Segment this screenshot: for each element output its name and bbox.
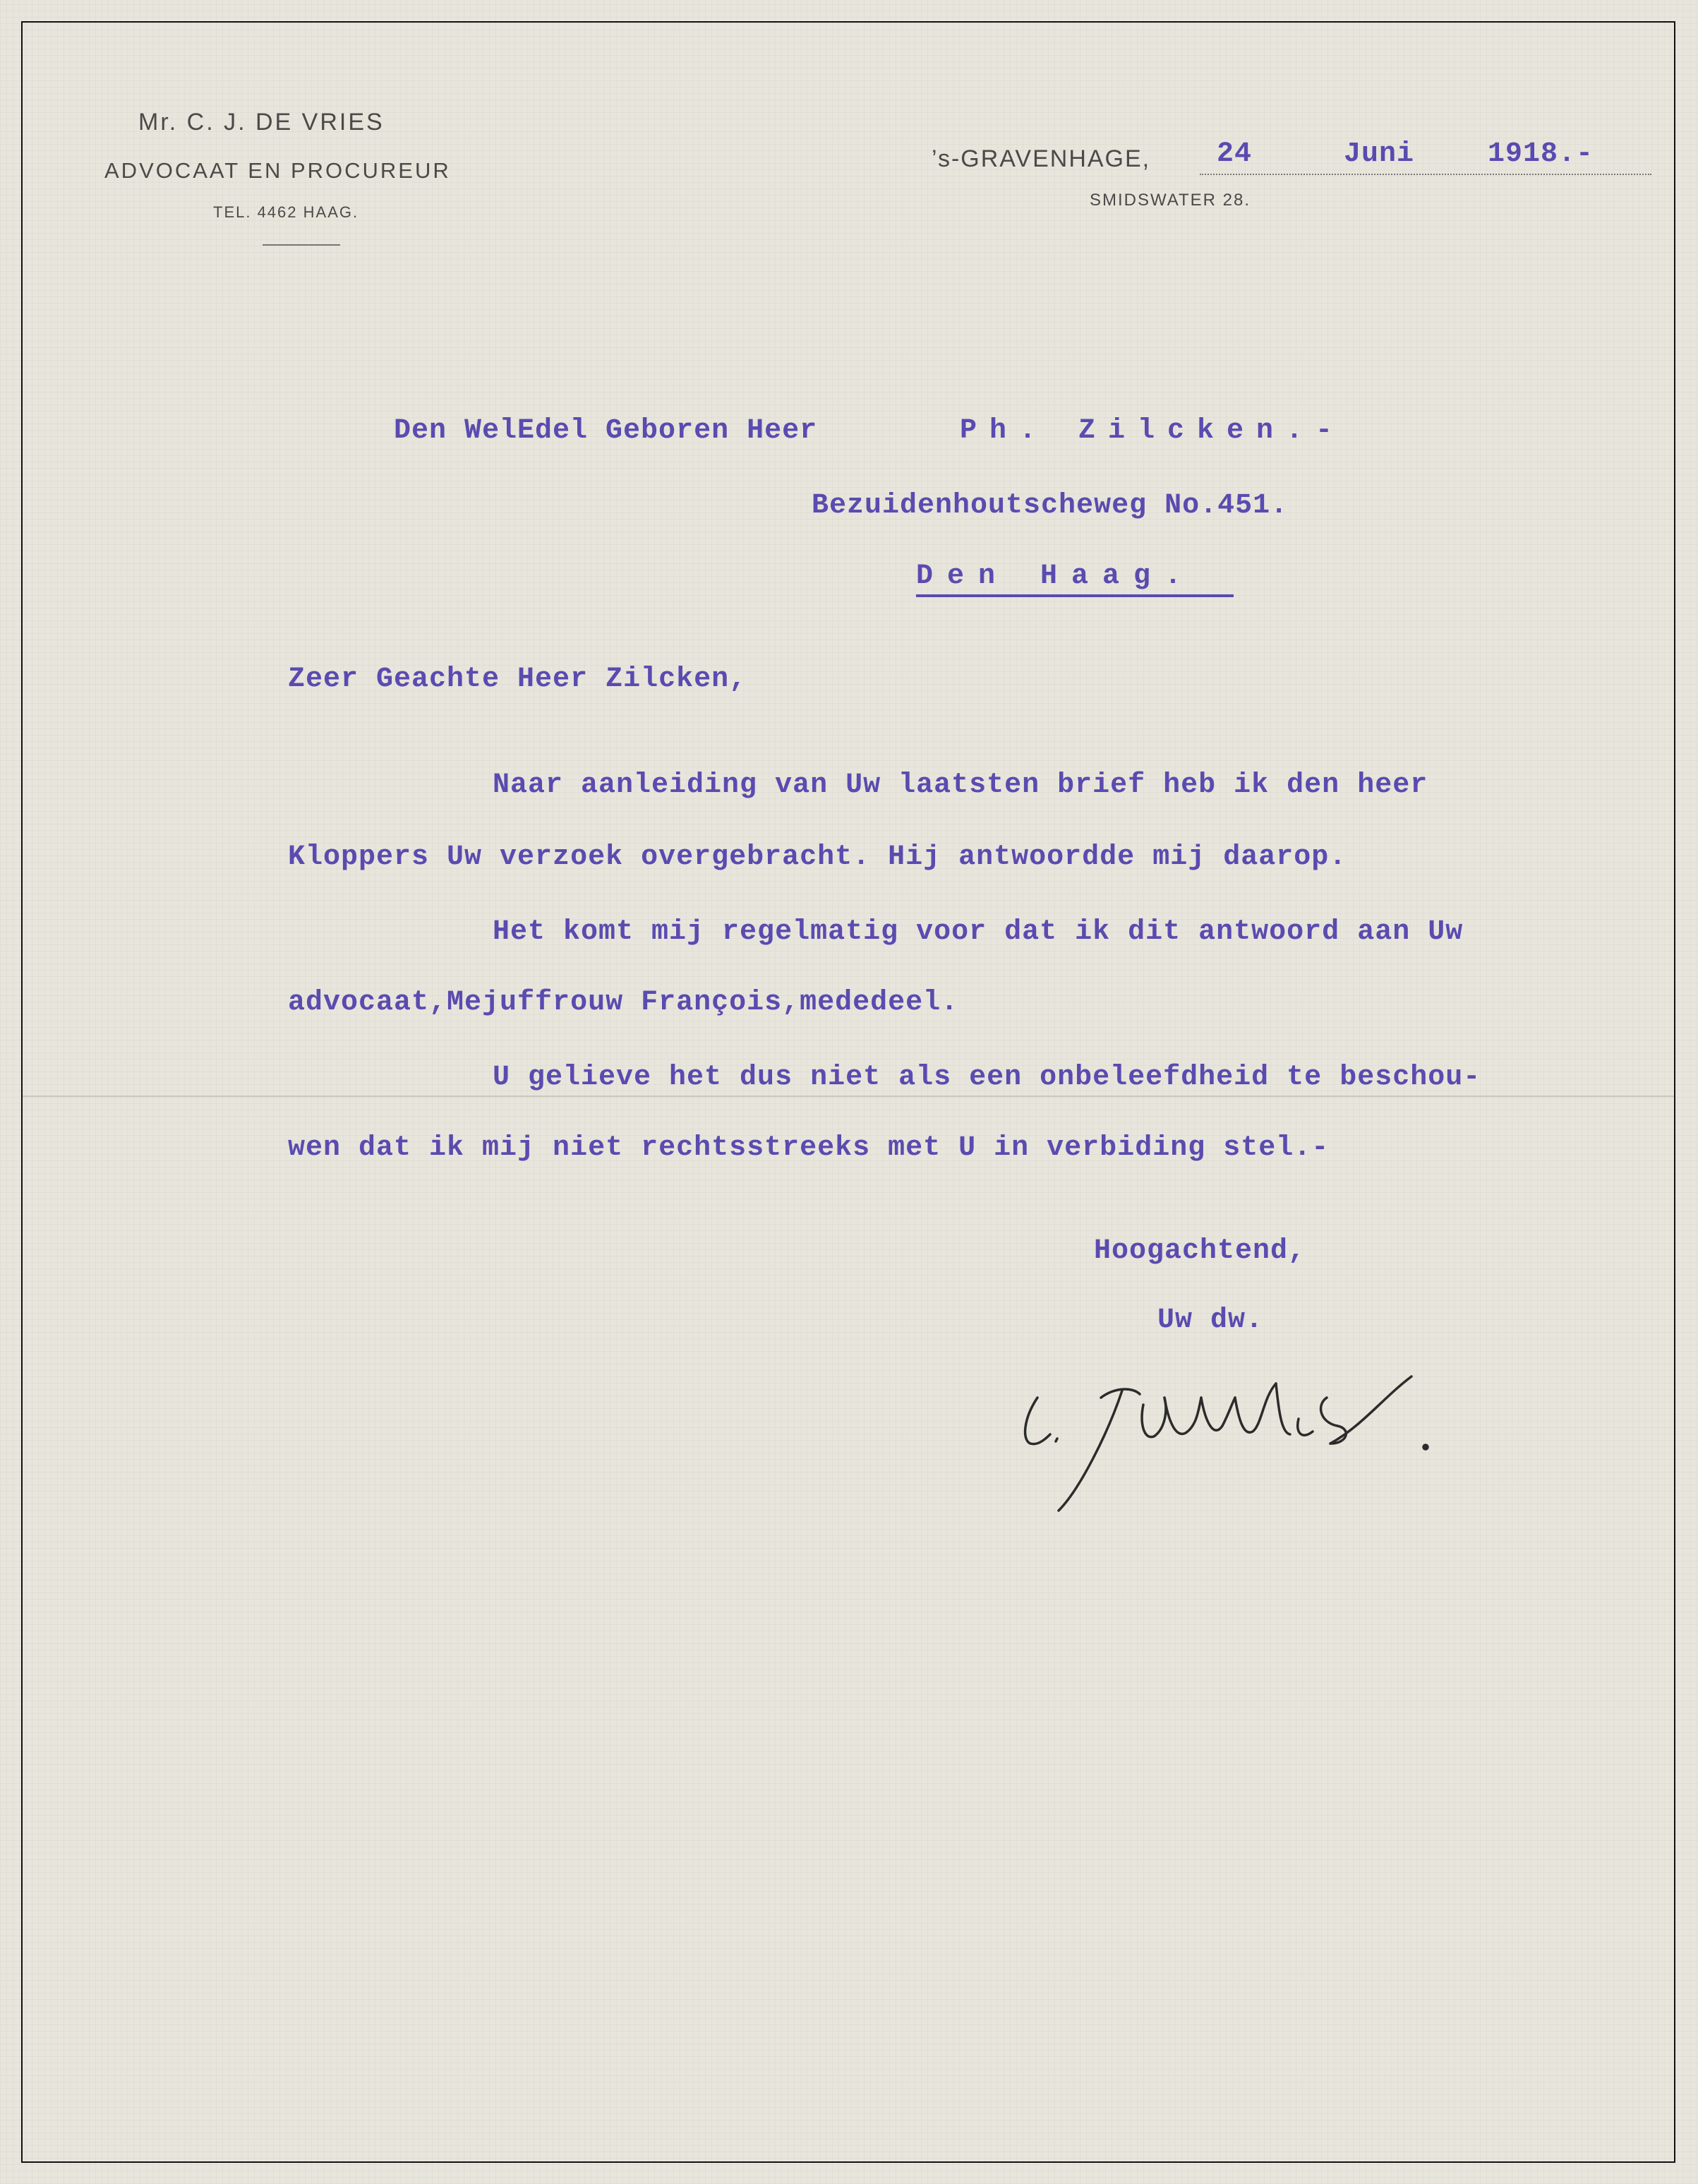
paragraph-3-line-2: wen dat ik mij niet rechtsstreeks met U in verbiding stel.-	[288, 1132, 1330, 1164]
paragraph-1-line-2: Kloppers Uw verzoek overgebracht. Hij antwoordde mij daarop.	[288, 841, 1347, 873]
letterhead-name: Mr. C. J. DE VRIES	[138, 109, 385, 136]
recipient-name: Ph. Zilcken.-	[960, 415, 1346, 447]
greeting: Zeer Geachte Heer Zilcken,	[288, 664, 747, 695]
handwritten-signature	[1016, 1355, 1468, 1518]
letterhead-title: ADVOCAAT EN PROCUREUR	[104, 158, 451, 183]
closing-line-2: Uw dw.	[1157, 1304, 1264, 1336]
recipient-street: Bezuidenhoutscheweg No.451.	[812, 490, 1289, 522]
letterhead-telephone: TEL. 4462 HAAG.	[213, 203, 359, 221]
recipient-city-underline	[916, 594, 1234, 597]
date-month: Juni	[1344, 138, 1415, 170]
recipient-salutation: Den WelEdel Geboren Heer	[394, 415, 818, 447]
recipient-city: Den Haag.	[916, 560, 1196, 592]
closing-line-1: Hoogachtend,	[1094, 1235, 1306, 1267]
date-day: 24	[1217, 138, 1253, 170]
paragraph-2-line-1: Het komt mij regelmatig voor dat ik dit antwoord aan Uw	[493, 916, 1464, 948]
paragraph-1-line-1: Naar aanleiding van Uw laatsten brief heb ik den heer	[493, 769, 1428, 801]
paragraph-2-line-2: advocaat,Mejuffrouw François,mededeel.	[288, 987, 959, 1019]
date-dotted-line	[1200, 174, 1651, 175]
letterhead-rule	[263, 244, 340, 246]
paper-fold	[23, 1096, 1674, 1097]
letterhead-street: SMIDSWATER 28.	[1090, 191, 1251, 210]
date-year: 1918.-	[1488, 138, 1594, 170]
letterhead-city: ’s-GRAVENHAGE,	[932, 145, 1151, 172]
paragraph-3-line-1: U gelieve het dus niet als een onbeleefdheid te beschou-	[493, 1062, 1481, 1093]
